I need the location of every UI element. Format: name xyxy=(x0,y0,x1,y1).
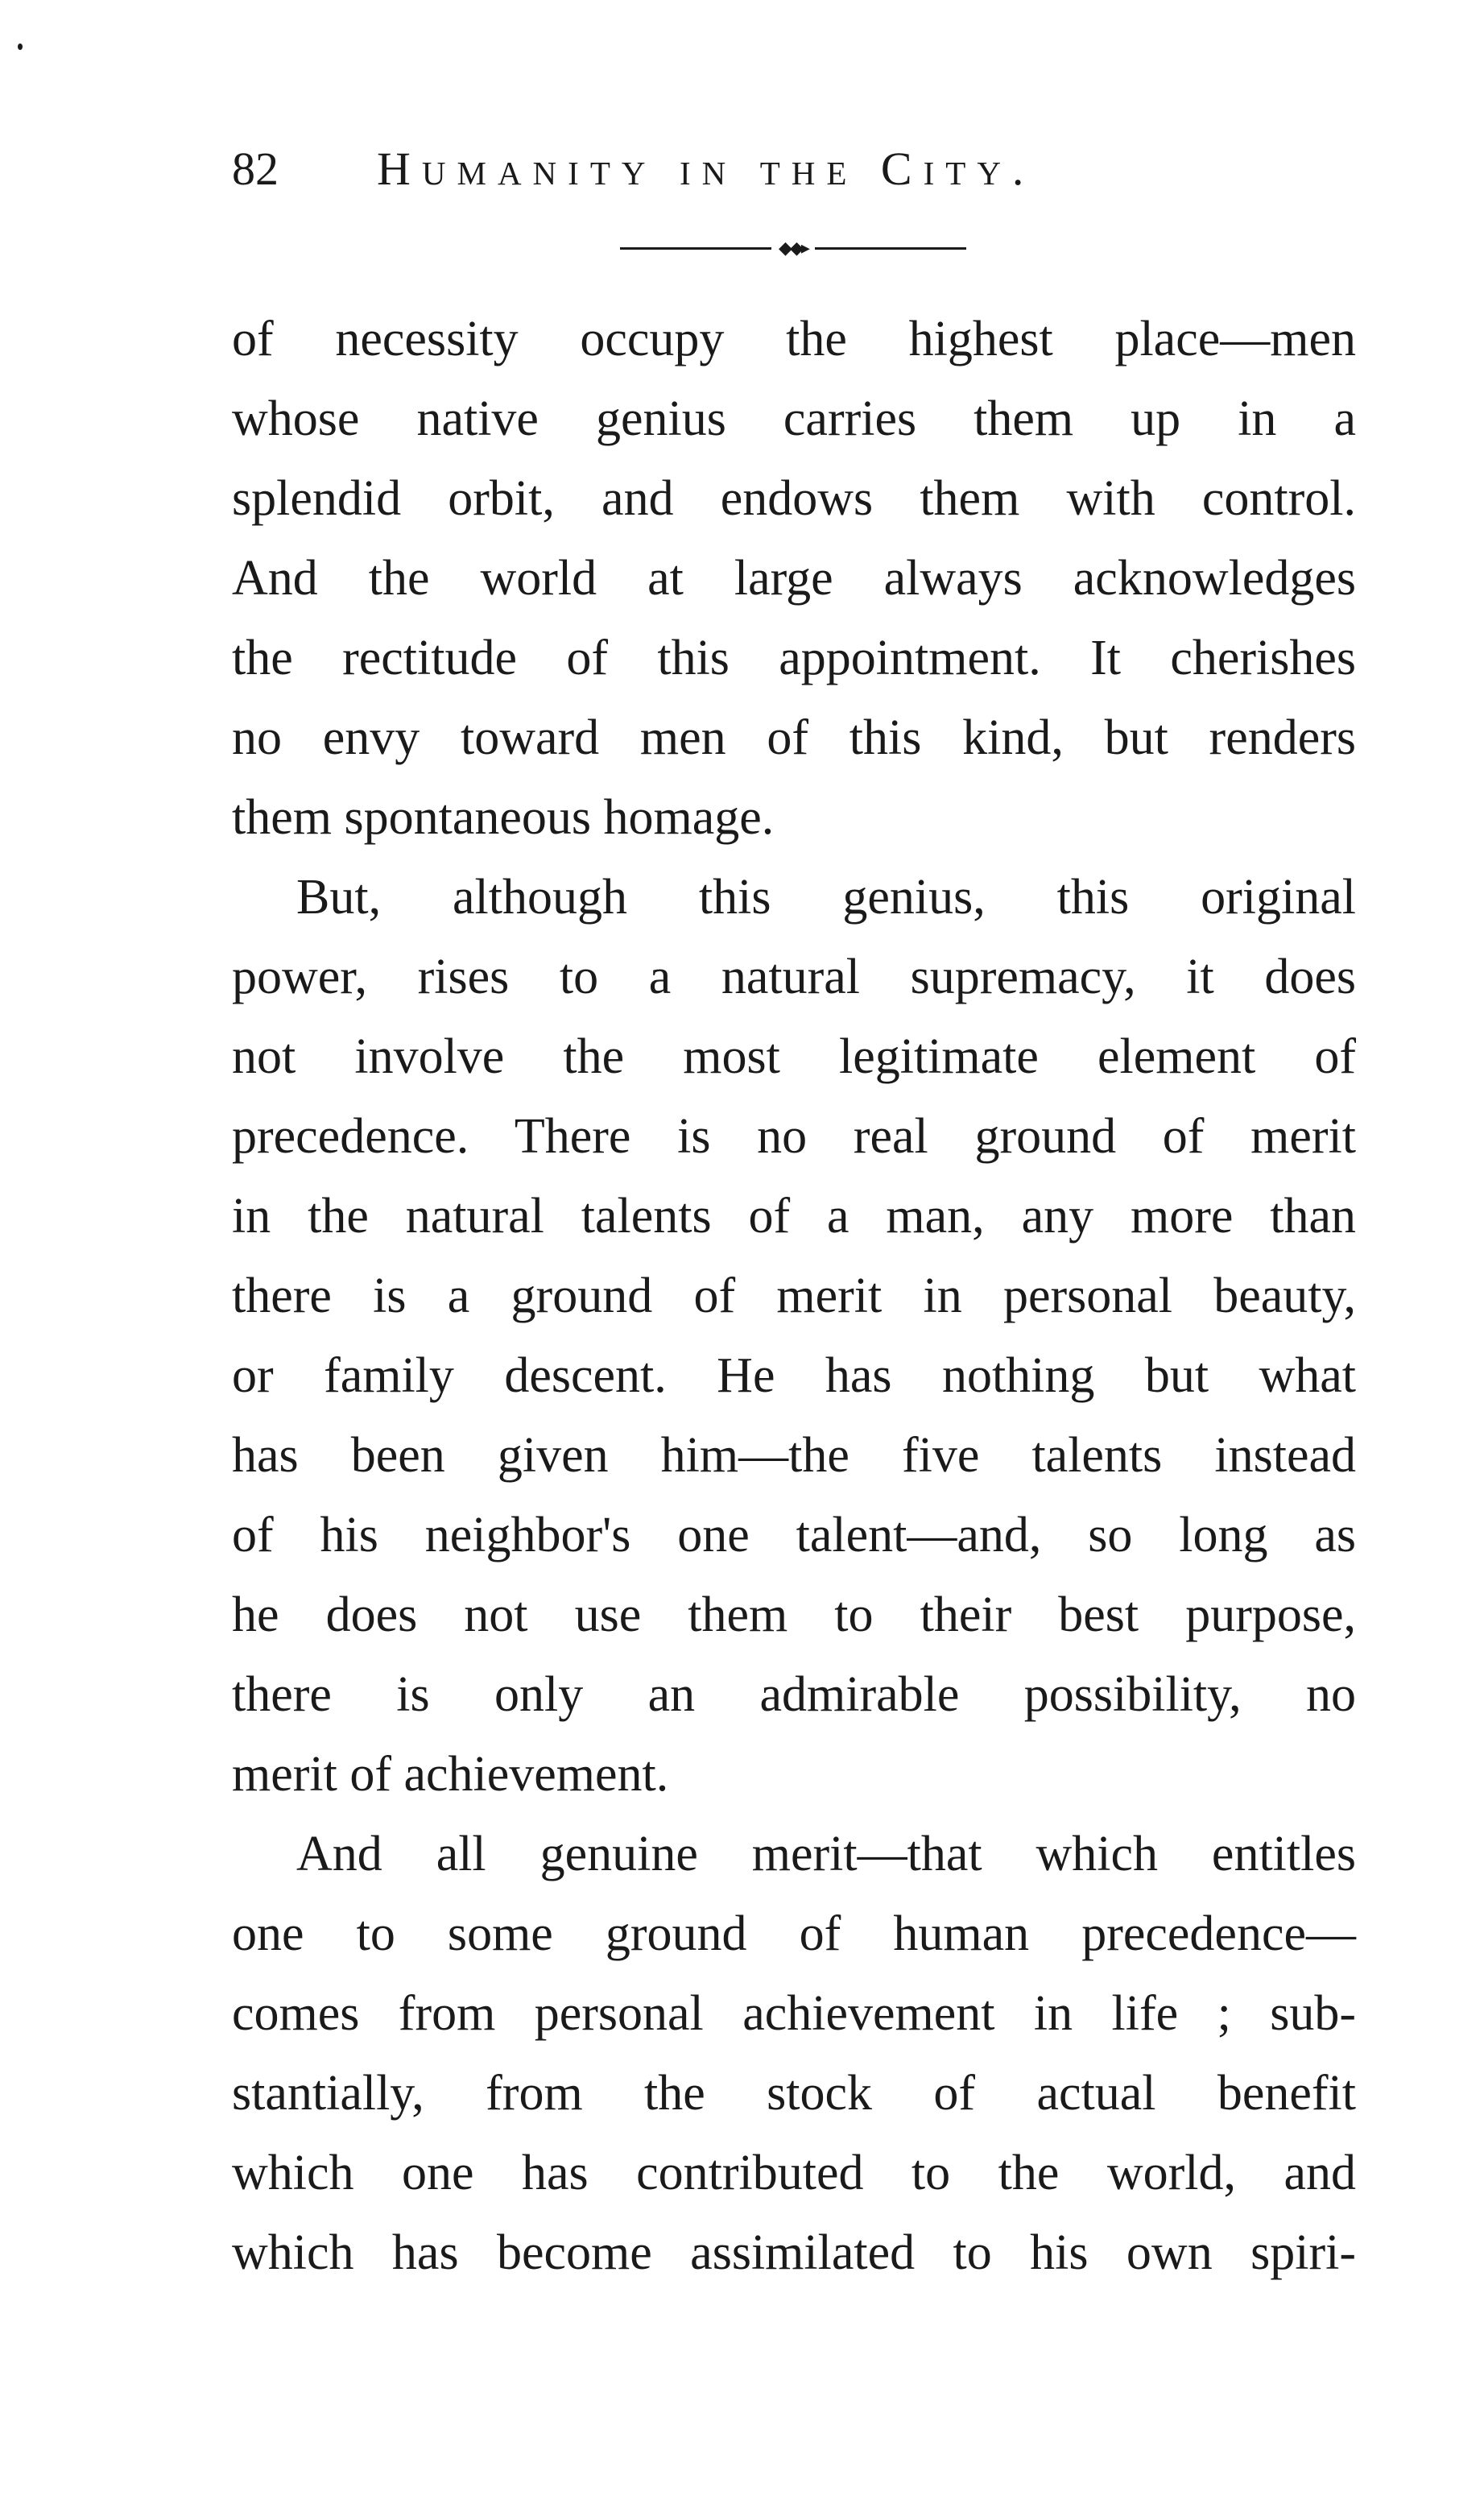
text-line: splendid orbit, and endows them with control. xyxy=(232,471,1356,526)
text-line: no envy toward men of this kind, but renders xyxy=(232,710,1356,765)
text-line: comes from personal achievement in life ; sub- xyxy=(232,1986,1356,2041)
text-line: there is a ground of merit in personal beauty, xyxy=(232,1269,1356,1323)
text-line: power, rises to a natural supremacy, it does xyxy=(232,950,1356,1004)
ornament-rule xyxy=(620,240,966,256)
ornament-glyph: ◆◆▸ xyxy=(779,238,808,258)
text-line: whose native genius carries them up in a xyxy=(232,391,1356,446)
body-text xyxy=(232,300,1356,2293)
text-line: he does not use them to their best purpose, xyxy=(232,1587,1356,1642)
text-line: And all genuine merit—that which entitles xyxy=(296,1827,1356,1881)
text-line: stantially, from the stock of actual benefit xyxy=(232,2066,1356,2121)
text-line: the rectitude of this appointment. It cherishes xyxy=(232,631,1356,685)
text-line: of his neighbor's one talent—and, so long as xyxy=(232,1508,1356,1562)
rule-line-right xyxy=(815,247,966,250)
text-line: not involve the most legitimate element of xyxy=(232,1029,1356,1084)
text-line: or family descent. He has nothing but what xyxy=(232,1348,1356,1403)
stray-ink-mark xyxy=(18,43,23,50)
page-number: 82 xyxy=(232,143,279,195)
text-line: them spontaneous homage. xyxy=(232,790,775,845)
running-head xyxy=(232,129,1343,209)
text-line: And the world at large always acknowledges xyxy=(232,551,1356,606)
rule-line-left xyxy=(620,247,771,250)
text-line: there is only an admirable possibility, no xyxy=(232,1667,1356,1722)
text-line: of necessity occupy the highest place—men xyxy=(232,312,1356,366)
text-line: But, although this genius, this original xyxy=(296,870,1356,925)
text-line: one to some ground of human precedence— xyxy=(232,1906,1356,1961)
text-line: in the natural talents of a man, any more than xyxy=(232,1189,1356,1244)
text-line: precedence. There is no real ground of merit xyxy=(232,1109,1356,1164)
text-line: which has become assimilated to his own spiri- xyxy=(232,2225,1356,2280)
text-line: merit of achievement. xyxy=(232,1747,669,1802)
text-line: which one has contributed to the world, and xyxy=(232,2146,1356,2200)
text-line: has been given him—the five talents instead xyxy=(232,1428,1356,1483)
running-title: Humanity in the City. xyxy=(377,143,1035,195)
